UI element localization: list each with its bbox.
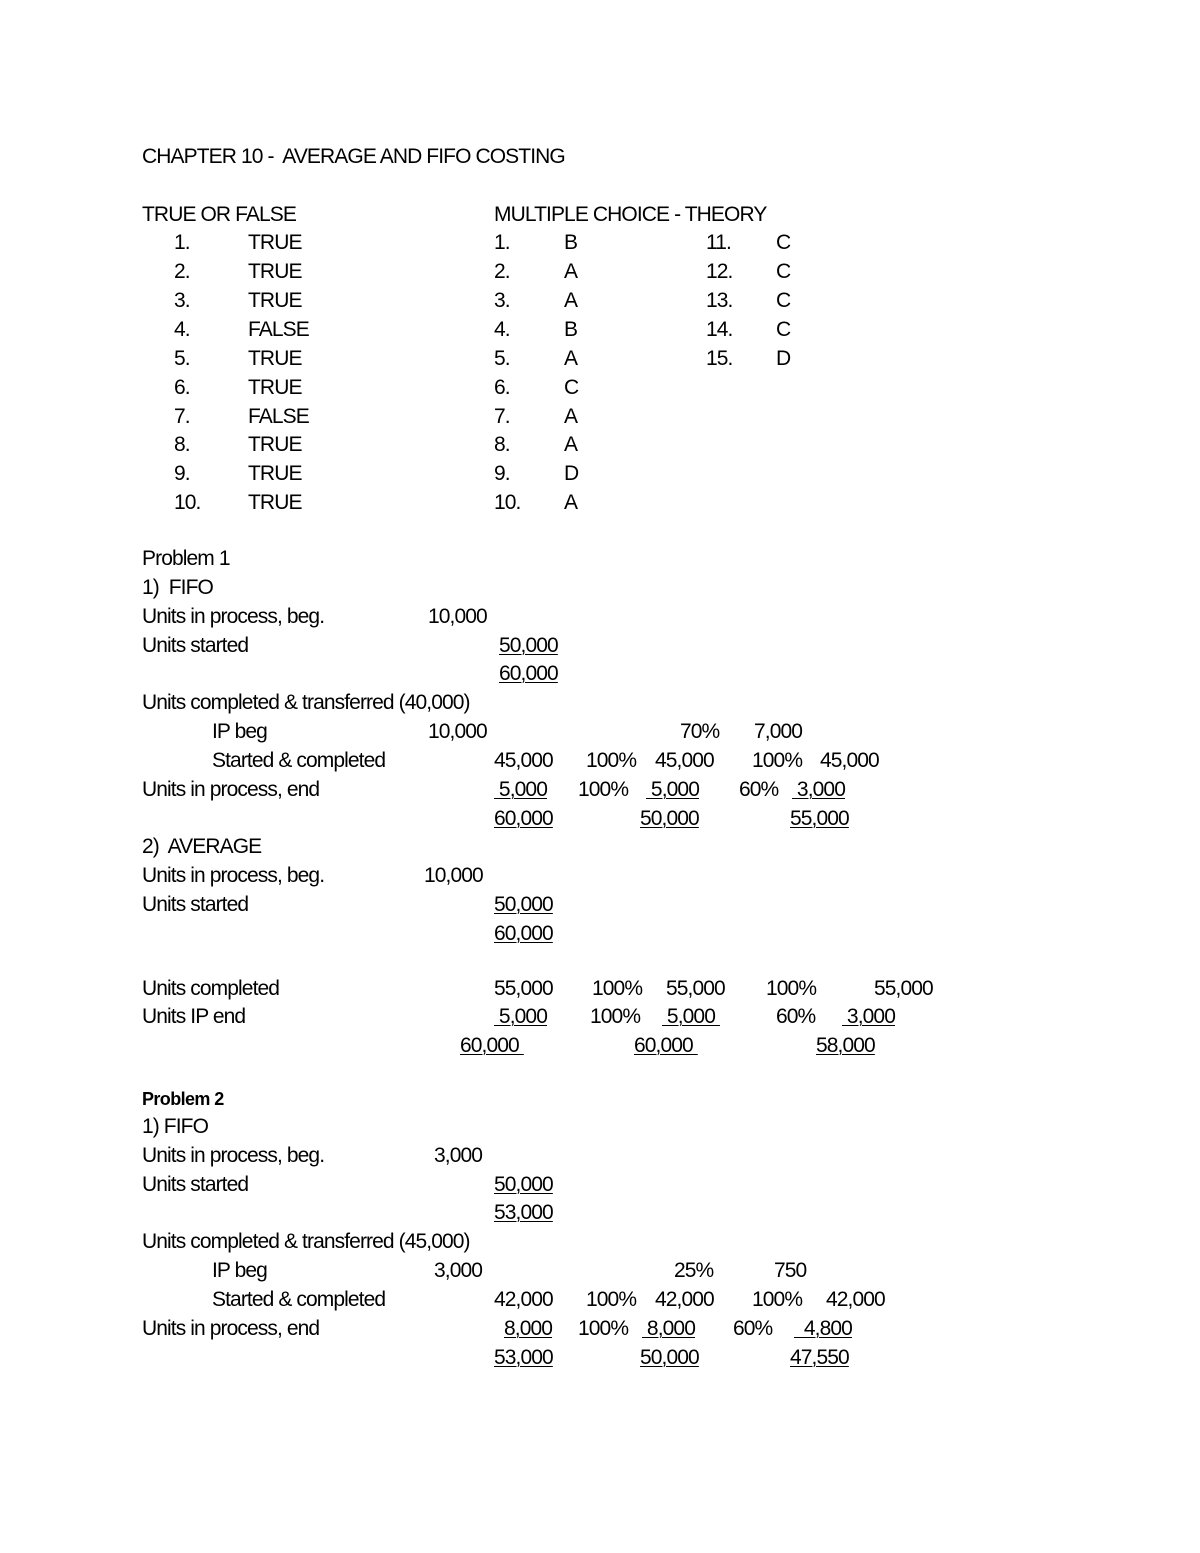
p1-avg-comp-label: Units completed bbox=[142, 977, 280, 1000]
p1-avg-tot-eu2: 58,000 bbox=[816, 1034, 875, 1057]
tf-num: 10. bbox=[174, 491, 201, 514]
p1-avg-end-eu1: 5,000 bbox=[662, 1005, 720, 1028]
p2-end-eu1: 8,000 bbox=[642, 1317, 695, 1340]
p1-avg-beg-value: 10,000 bbox=[424, 864, 483, 887]
p2-sc-label: Started & completed bbox=[212, 1288, 386, 1311]
tf-answer: TRUE bbox=[248, 231, 302, 254]
mc-answer: A bbox=[564, 347, 578, 370]
tf-num: 3. bbox=[174, 289, 190, 312]
p1-end-pct2: 60% bbox=[739, 778, 779, 801]
mc-answer: C bbox=[776, 260, 791, 283]
mc-answer: C bbox=[776, 231, 791, 254]
multiple-choice-heading: MULTIPLE CHOICE - THEORY bbox=[494, 203, 767, 226]
mc-num: 7. bbox=[494, 405, 510, 428]
p1-avg-heading: 2) AVERAGE bbox=[142, 835, 262, 858]
p1-end-eu2: 3,000 bbox=[792, 778, 845, 801]
p1-fifo-completed-label: Units completed & transferred (40,000) bbox=[142, 691, 470, 714]
mc-num: 15. bbox=[706, 347, 733, 370]
tf-answer: FALSE bbox=[248, 318, 309, 341]
mc-num: 1. bbox=[494, 231, 510, 254]
p1-avg-comp-pct1: 100% bbox=[592, 977, 643, 1000]
p1-fifo-total1: 60,000 bbox=[499, 662, 558, 685]
p1-tot-eu1: 50,000 bbox=[640, 807, 699, 830]
p2-end-pct1: 100% bbox=[578, 1317, 629, 1340]
mc-answer: C bbox=[564, 376, 579, 399]
mc-num: 12. bbox=[706, 260, 733, 283]
p2-sc-units: 42,000 bbox=[494, 1288, 553, 1311]
mc-answer: A bbox=[564, 289, 578, 312]
tf-num: 7. bbox=[174, 405, 190, 428]
p1-avg-total1: 60,000 bbox=[494, 922, 553, 945]
mc-answer: A bbox=[564, 491, 578, 514]
tf-num: 5. bbox=[174, 347, 190, 370]
p1-sc-label: Started & completed bbox=[212, 749, 386, 772]
p2-started-value: 50,000 bbox=[494, 1173, 553, 1196]
tf-num: 8. bbox=[174, 433, 190, 456]
mc-answer: A bbox=[564, 433, 578, 456]
p1-avg-started-value: 50,000 bbox=[494, 893, 553, 916]
p2-tot-units: 53,000 bbox=[494, 1346, 553, 1369]
tf-answer: TRUE bbox=[248, 462, 302, 485]
p2-beg-value: 3,000 bbox=[434, 1144, 483, 1167]
p2-total1: 53,000 bbox=[494, 1201, 553, 1224]
p2-end-pct2: 60% bbox=[733, 1317, 773, 1340]
p2-tot-eu1: 50,000 bbox=[640, 1346, 699, 1369]
p1-fifo-beg-label: Units in process, beg. bbox=[142, 605, 325, 628]
mc-answer: A bbox=[564, 260, 578, 283]
p2-end-units: 8,000 bbox=[504, 1317, 553, 1340]
p2-end-eu2: 4,800 bbox=[794, 1317, 852, 1340]
tf-num: 9. bbox=[174, 462, 190, 485]
p1-fifo-beg-value: 10,000 bbox=[428, 605, 487, 628]
mc-num: 8. bbox=[494, 433, 510, 456]
mc-answer: B bbox=[564, 231, 578, 254]
p2-sc-pct2: 100% bbox=[752, 1288, 803, 1311]
p1-avg-started-label: Units started bbox=[142, 893, 249, 916]
p1-sc-eu1: 45,000 bbox=[655, 749, 714, 772]
p1-end-units: 5,000 bbox=[494, 778, 547, 801]
p1-avg-end-units: 5,000 bbox=[494, 1005, 547, 1028]
tf-num: 2. bbox=[174, 260, 190, 283]
p2-ipbeg-units: 3,000 bbox=[434, 1259, 483, 1282]
mc-answer: B bbox=[564, 318, 578, 341]
mc-num: 9. bbox=[494, 462, 510, 485]
tf-answer: TRUE bbox=[248, 376, 302, 399]
mc-num: 5. bbox=[494, 347, 510, 370]
p1-fifo-heading: 1) FIFO bbox=[142, 576, 213, 599]
mc-answer: D bbox=[564, 462, 579, 485]
tf-answer: TRUE bbox=[248, 289, 302, 312]
p1-end-pct1: 100% bbox=[578, 778, 629, 801]
p1-avg-comp-eu2: 55,000 bbox=[874, 977, 933, 1000]
p1-tot-units: 60,000 bbox=[494, 807, 553, 830]
p1-ipbeg-units: 10,000 bbox=[428, 720, 487, 743]
p1-sc-pct1: 100% bbox=[586, 749, 637, 772]
tf-answer: TRUE bbox=[248, 260, 302, 283]
p1-sc-units: 45,000 bbox=[494, 749, 553, 772]
mc-answer: A bbox=[564, 405, 578, 428]
p1-end-eu1: 5,000 bbox=[646, 778, 699, 801]
p2-sc-eu2: 42,000 bbox=[826, 1288, 885, 1311]
p1-end-label: Units in process, end bbox=[142, 778, 320, 801]
tf-answer: TRUE bbox=[248, 347, 302, 370]
p1-ipbeg-label: IP beg bbox=[212, 720, 267, 743]
p1-avg-end-pct1: 100% bbox=[590, 1005, 641, 1028]
p2-ipbeg-pct: 25% bbox=[674, 1259, 714, 1282]
p2-ipbeg-eu: 750 bbox=[774, 1259, 807, 1282]
tf-num: 4. bbox=[174, 318, 190, 341]
p1-avg-tot-eu1: 60,000 bbox=[634, 1034, 698, 1057]
problem2-heading: Problem 2 bbox=[142, 1089, 224, 1109]
problem1-heading: Problem 1 bbox=[142, 547, 230, 570]
mc-answer: C bbox=[776, 289, 791, 312]
tf-answer: TRUE bbox=[248, 433, 302, 456]
page-title: CHAPTER 10 - AVERAGE AND FIFO COSTING bbox=[142, 145, 565, 168]
mc-num: 3. bbox=[494, 289, 510, 312]
p2-started-label: Units started bbox=[142, 1173, 249, 1196]
p1-sc-pct2: 100% bbox=[752, 749, 803, 772]
mc-num: 11. bbox=[706, 231, 731, 254]
tf-answer: TRUE bbox=[248, 491, 302, 514]
p1-avg-end-pct2: 60% bbox=[776, 1005, 816, 1028]
p2-completed-label: Units completed & transferred (45,000) bbox=[142, 1230, 470, 1253]
tf-num: 1. bbox=[174, 231, 190, 254]
p1-avg-comp-eu1: 55,000 bbox=[666, 977, 725, 1000]
p1-avg-comp-units: 55,000 bbox=[494, 977, 553, 1000]
true-false-heading: TRUE OR FALSE bbox=[142, 203, 297, 226]
p1-avg-tot-units: 60,000 bbox=[460, 1034, 524, 1057]
p2-beg-label: Units in process, beg. bbox=[142, 1144, 325, 1167]
mc-num: 10. bbox=[494, 491, 521, 514]
p1-avg-end-eu2: 3,000 bbox=[842, 1005, 895, 1028]
p1-ipbeg-pct: 70% bbox=[680, 720, 720, 743]
p1-fifo-started-label: Units started bbox=[142, 634, 249, 657]
p1-avg-beg-label: Units in process, beg. bbox=[142, 864, 325, 887]
p2-tot-eu2: 47,550 bbox=[790, 1346, 849, 1369]
p2-sc-eu1: 42,000 bbox=[655, 1288, 714, 1311]
p2-fifo-heading: 1) FIFO bbox=[142, 1115, 209, 1138]
p1-tot-eu2: 55,000 bbox=[790, 807, 849, 830]
mc-num: 14. bbox=[706, 318, 733, 341]
mc-num: 2. bbox=[494, 260, 510, 283]
p2-ipbeg-label: IP beg bbox=[212, 1259, 267, 1282]
p1-avg-end-label: Units IP end bbox=[142, 1005, 246, 1028]
mc-num: 6. bbox=[494, 376, 510, 399]
p1-fifo-started-value: 50,000 bbox=[499, 634, 558, 657]
tf-num: 6. bbox=[174, 376, 190, 399]
p2-sc-pct1: 100% bbox=[586, 1288, 637, 1311]
mc-answer: D bbox=[776, 347, 791, 370]
mc-num: 13. bbox=[706, 289, 733, 312]
p1-ipbeg-eu: 7,000 bbox=[754, 720, 803, 743]
p2-end-label: Units in process, end bbox=[142, 1317, 320, 1340]
mc-num: 4. bbox=[494, 318, 510, 341]
p1-avg-comp-pct2: 100% bbox=[766, 977, 817, 1000]
mc-answer: C bbox=[776, 318, 791, 341]
tf-answer: FALSE bbox=[248, 405, 309, 428]
p1-sc-eu2: 45,000 bbox=[820, 749, 879, 772]
